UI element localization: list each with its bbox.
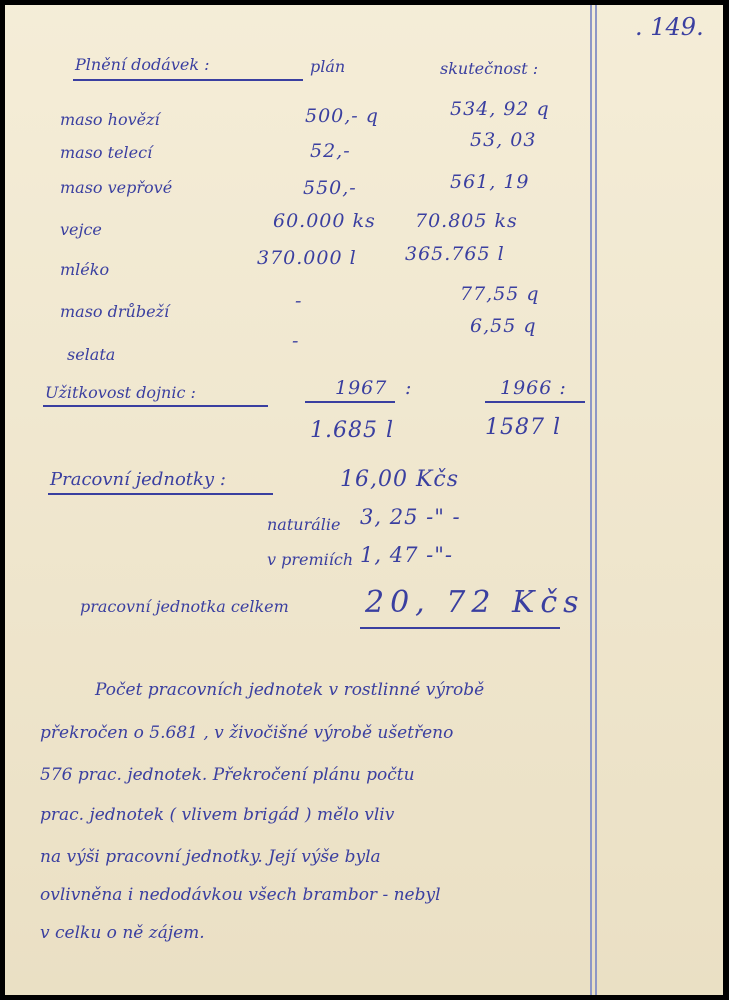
row-item: maso telecí: [60, 143, 153, 162]
total-label: pracovní jednotka celkem: [80, 597, 289, 616]
paragraph-line: prac. jednotek ( vlivem brigád ) mělo vliv: [40, 805, 395, 825]
row-item: mléko: [60, 260, 110, 279]
row-actual: 77,55 q: [460, 283, 540, 305]
row-actual: 70.805 ks: [415, 210, 518, 232]
natural-value: 3, 25 -" -: [360, 505, 461, 529]
heading-underline: [48, 493, 273, 495]
milk-value-1966: 1587 l: [485, 415, 562, 440]
ledger-page: [5, 5, 723, 995]
paragraph-line: ovlivněna i nedodávkou všech brambor - nebyl: [40, 885, 441, 905]
premium-value: 1, 47 -"-: [360, 543, 453, 567]
row-item: maso hovězí: [60, 110, 160, 129]
row-actual: 365.765 l: [405, 243, 505, 265]
row-item: selata: [67, 345, 116, 364]
margin-line: [595, 5, 597, 995]
row-plan: 550,-: [303, 177, 357, 199]
row-actual: 534, 92 q: [450, 98, 550, 120]
milk-yield-heading: Užitkovost dojnic :: [45, 383, 196, 402]
paragraph-line: překročen o 5.681 , v živočišné výrobě ušetřeno: [40, 723, 454, 743]
milk-value-1967: 1.685 l: [310, 418, 395, 443]
total-value: 20, 72 Kčs: [365, 585, 585, 620]
row-plan: -: [295, 290, 303, 312]
premium-label: v premiích: [267, 550, 354, 569]
row-plan: -: [292, 330, 300, 352]
paragraph-line: 576 prac. jednotek. Překročení plánu počtu: [40, 765, 415, 785]
row-plan: 370.000 l: [257, 247, 357, 269]
year-underline: [485, 401, 585, 403]
paragraph-line: na výši pracovní jednotky. Její výše byla: [40, 847, 381, 867]
paragraph-line: Počet pracovních jednotek v rostlinné výrobě: [95, 680, 485, 700]
paragraph-line: v celku o ně zájem.: [40, 923, 205, 943]
year-1966: 1966 :: [500, 377, 567, 399]
row-actual: 53, 03: [470, 129, 537, 151]
row-item: maso vepřové: [60, 178, 173, 197]
column-header-actual: skutečnost :: [440, 59, 539, 78]
row-actual: 6,55 q: [470, 315, 537, 337]
margin-line: [590, 5, 592, 995]
page-number: . 149.: [635, 13, 704, 41]
year-separator: :: [405, 377, 413, 399]
row-item: vejce: [60, 220, 102, 239]
heading-underline: [43, 405, 268, 407]
year-1967: 1967: [335, 377, 388, 399]
year-underline: [305, 401, 395, 403]
work-unit-base: 16,00 Kčs: [340, 467, 460, 492]
natural-label: naturálie: [267, 515, 341, 534]
total-underline: [360, 627, 560, 629]
row-plan: 60.000 ks: [273, 210, 376, 232]
heading-underline: [73, 79, 303, 81]
row-item: maso drůbeží: [60, 302, 170, 321]
row-actual: 561, 19: [450, 171, 530, 193]
row-plan: 500,- q: [305, 105, 379, 127]
row-plan: 52,-: [310, 140, 351, 162]
column-header-plan: plán: [310, 57, 346, 76]
work-units-heading: Pracovní jednotky :: [50, 469, 226, 490]
supplies-heading: Plnění dodávek :: [75, 55, 210, 74]
